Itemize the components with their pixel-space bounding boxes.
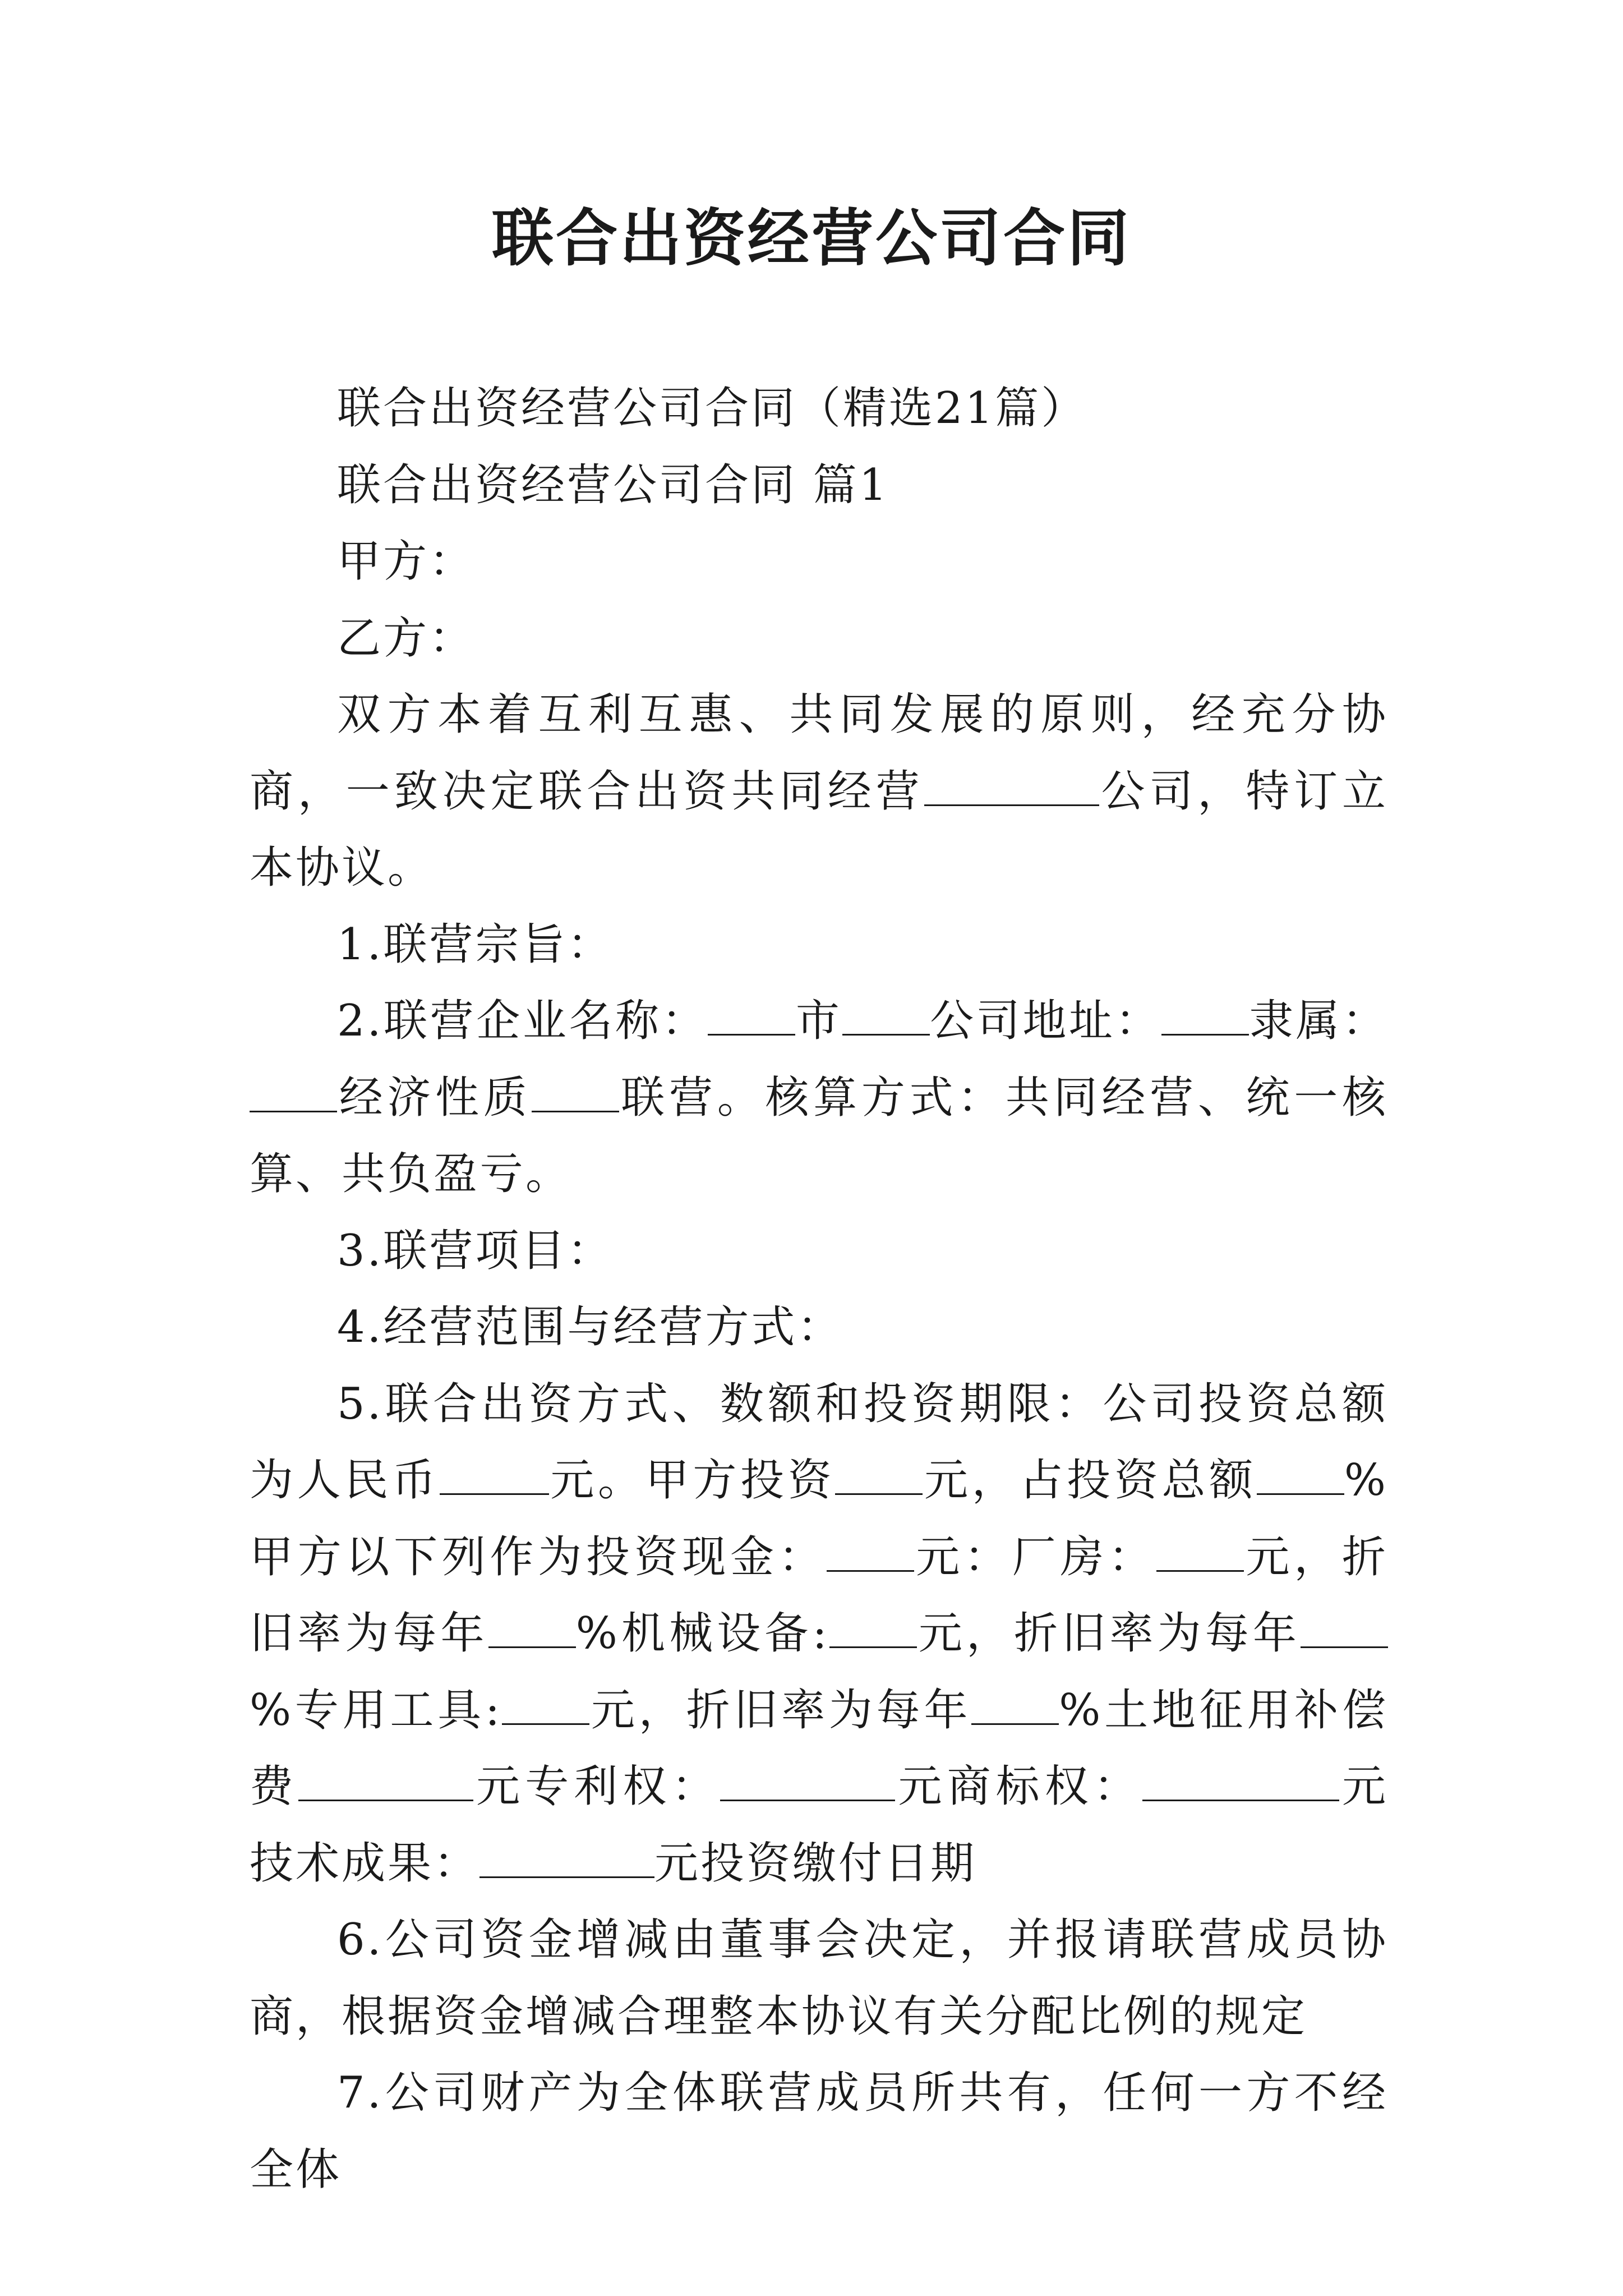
subtitle: 联合出资经营公司合同（精选21篇） (337, 383, 1087, 434)
blank (827, 1530, 914, 1571)
clause-5-text: 元商标权： (895, 1761, 1142, 1812)
clause-5-text: 元，折旧率为每年 (589, 1685, 972, 1736)
intro-text-2: 公司，特订立本协议。 (250, 766, 1388, 893)
blank (1156, 1530, 1244, 1571)
clause-5-text: 元：厂房： (914, 1531, 1156, 1582)
blank (720, 1760, 895, 1801)
blank (479, 1837, 654, 1878)
clause-5-text: 5.联合出资方式、数额和投资期限：公司投资总额为人民币 (250, 1378, 1388, 1506)
blank (298, 1760, 473, 1801)
clause-4: 4.经营范围与经营方式： (337, 1302, 843, 1352)
party-a-line: 甲方： (337, 536, 476, 587)
section-heading: 联合出资经营公司合同 篇1 (337, 459, 889, 510)
document-title: 联合出资经营公司合同 (492, 202, 1131, 274)
blank (440, 1454, 549, 1495)
blank (1161, 995, 1249, 1036)
clause-5-text: %甲方以下列作为投资现金： (250, 1455, 1388, 1582)
blank (250, 1071, 337, 1112)
blank (971, 1683, 1059, 1724)
clause-5-text: 元技术成果： (250, 1761, 1388, 1889)
clause-5-text: 元专利权： (473, 1761, 721, 1812)
clause-2-text: 联营。核算方式：共同经营、统一核算、共负盈亏。 (250, 1072, 1388, 1199)
clause-2-text: 2.联营企业名称： (337, 996, 708, 1046)
blank (1257, 1454, 1344, 1495)
clause-2-text: 公司地址： (929, 996, 1162, 1046)
intro-paragraph (250, 677, 1388, 907)
clause-5-text: %土地征用补偿费 (250, 1685, 1388, 1812)
clause-5-text: 元，折旧率为每年 (250, 1531, 1388, 1659)
clause-5-text: %专用工具: (250, 1685, 502, 1736)
clause-5-text: 元。甲方投资 (548, 1455, 836, 1506)
blank (842, 995, 930, 1036)
party-b-line: 乙方： (337, 613, 476, 664)
clause-5-text: %机械设备: (575, 1608, 829, 1659)
clause-5 (250, 1366, 1388, 1902)
clause-5-text: 元，折旧率为每年 (916, 1608, 1301, 1659)
blank (488, 1607, 576, 1648)
clause-7: 7.公司财产为全体联营成员所共有，任何一方不经全体 (250, 2068, 1388, 2195)
company-name-blank (924, 765, 1099, 806)
clause-1: 1.联营宗旨： (337, 919, 614, 970)
clause-2-text: 经济性质 (337, 1072, 532, 1123)
clause-6: 6.公司资金增减由董事会决定，并报请联营成员协商，根据资金增减合理整本协议有关分配比例的规定 (250, 1915, 1388, 2042)
intro-text-1: 双方本着互利互惠、共同发展的原则，经充分协商，一致决定联合出资共同经营 (250, 689, 1388, 817)
blank (1142, 1760, 1339, 1801)
blank (1301, 1607, 1388, 1648)
clause-2-text: 隶属： (1249, 996, 1388, 1046)
blank (502, 1683, 589, 1724)
clause-3: 3.联营项目： (337, 1225, 614, 1276)
clause-5-text: 元投资缴付日期 (654, 1838, 977, 1889)
clause-2-text: 市 (795, 996, 842, 1046)
document-body (250, 370, 1388, 2208)
blank (708, 995, 795, 1036)
blank (829, 1607, 917, 1648)
blank (835, 1454, 923, 1495)
clause-5-text: 元，占投资总额 (923, 1455, 1257, 1506)
blank (532, 1071, 619, 1112)
clause-2 (250, 983, 1388, 1213)
